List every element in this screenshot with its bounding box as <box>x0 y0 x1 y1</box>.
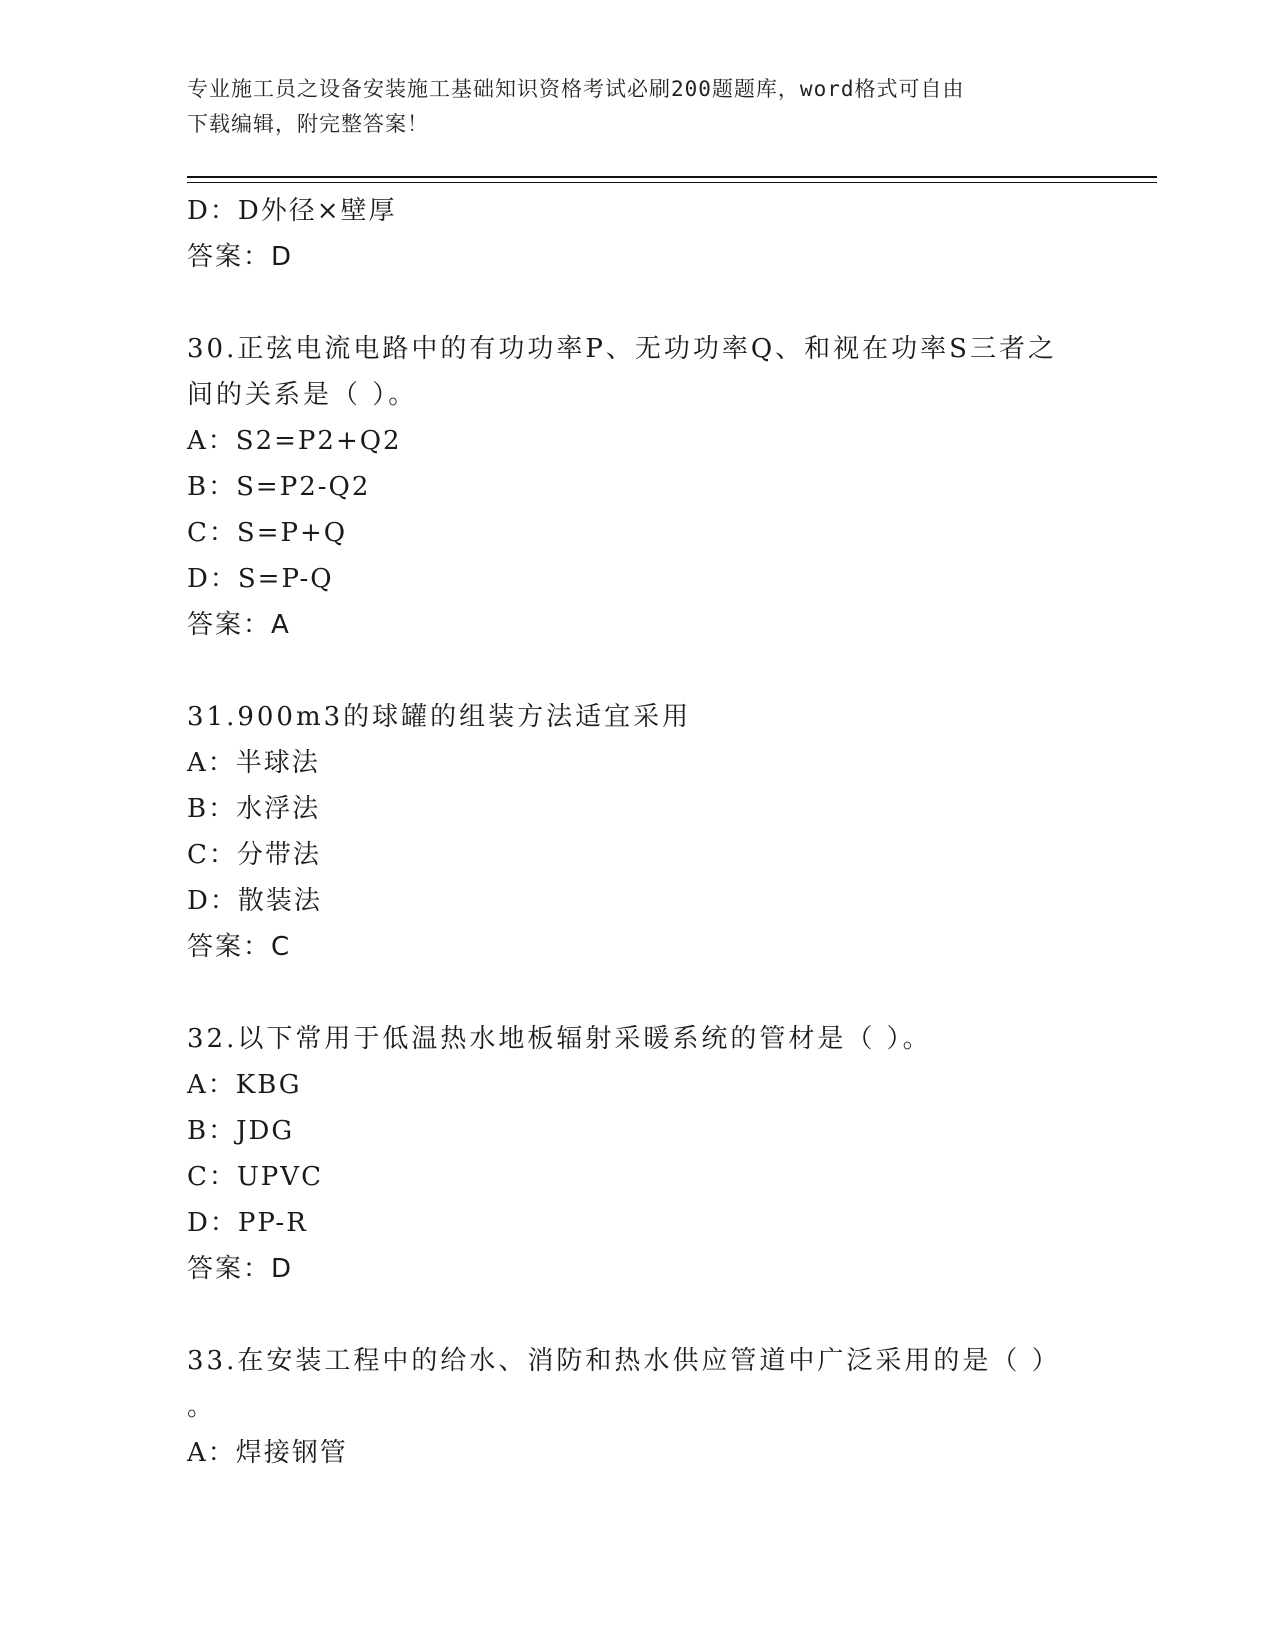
question-stem-line: 31.900m3的球罐的组装方法适宜采用 <box>187 702 692 732</box>
spacer <box>187 648 1087 694</box>
spacer <box>187 1292 1087 1338</box>
option-b: B：水浮法 <box>187 794 321 824</box>
question-stem-line: 32.以下常用于低温热水地板辐射采暖系统的管材是（ ）。 <box>187 1024 932 1054</box>
header-divider-thick <box>187 176 1157 178</box>
answer-line: 答案：A <box>187 610 291 640</box>
header-line-1: 专业施工员之设备安装施工基础知识资格考试必刷200题题库，word格式可自由 <box>187 77 965 101</box>
option-a: A：KBG <box>187 1070 302 1100</box>
answer-line: 答案：D <box>187 1254 294 1284</box>
question-list <box>187 188 1087 1476</box>
option-a: A：S2=P2+Q2 <box>187 426 402 456</box>
document-header <box>187 72 1067 142</box>
question-stem-line: 间的关系是（ ）。 <box>187 380 418 410</box>
option-b: B：JDG <box>187 1116 295 1146</box>
question-33 <box>187 1338 1087 1476</box>
question-stem-line: 。 <box>187 1392 217 1422</box>
option-c: C：S=P+Q <box>187 518 348 548</box>
option-c: C：UPVC <box>187 1162 323 1192</box>
option-b: B：S=P2-Q2 <box>187 472 371 502</box>
question-30 <box>187 326 1087 648</box>
option-d: D：散装法 <box>187 886 322 916</box>
option-c: C：分带法 <box>187 840 321 870</box>
header-divider-thin <box>187 182 1157 183</box>
option-a: A：半球法 <box>187 748 320 778</box>
question-stem-line: 30.正弦电流电路中的有功功率P、无功功率Q、和视在功率S三者之 <box>187 334 1057 364</box>
question-31 <box>187 694 1087 970</box>
previous-option-d: D：D外径×壁厚 <box>187 196 397 226</box>
answer-line: 答案：C <box>187 932 292 962</box>
spacer <box>187 970 1087 1016</box>
previous-answer: 答案：D <box>187 242 294 272</box>
question-32 <box>187 1016 1087 1292</box>
option-d: D：S=P-Q <box>187 564 334 594</box>
option-a: A：焊接钢管 <box>187 1438 348 1468</box>
header-line-2: 下载编辑，附完整答案！ <box>187 112 429 136</box>
spacer <box>187 280 1087 326</box>
option-d: D：PP-R <box>187 1208 308 1238</box>
question-stem-line: 33.在安装工程中的给水、消防和热水供应管道中广泛采用的是（ ） <box>187 1346 1061 1376</box>
